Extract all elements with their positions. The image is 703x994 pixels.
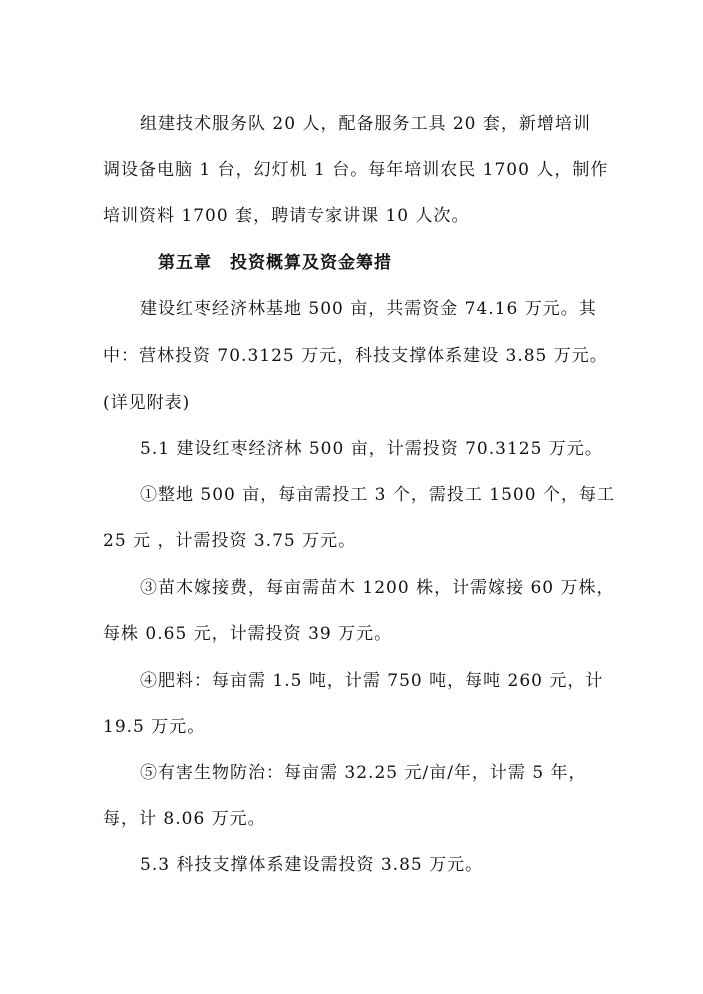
- paragraph-line: 调设备电脑 1 台，幻灯机 1 台。每年培训农民 1700 人，制作: [103, 160, 609, 180]
- list-item-line: 19.5 万元。: [103, 717, 206, 737]
- list-item-line: ①整地 500 亩，每亩需投工 3 个，需投工 1500 个，每工: [140, 485, 615, 505]
- list-item-line: 每株 0.65 元，计需投资 39 万元。: [103, 624, 393, 644]
- section-line: 5.3 科技支撑体系建设需投资 3.85 万元。: [140, 855, 484, 875]
- list-item-line: ⑤有害生物防治：每亩需 32.25 元/亩/年，计需 5 年，: [140, 763, 587, 783]
- list-item-line: 25 元 ，计需投资 3.75 万元。: [103, 531, 357, 551]
- section-line: 5.1 建设红枣经济林 500 亩，计需投资 70.3125 万元。: [140, 439, 603, 459]
- paragraph-line: 建设红枣经济林基地 500 亩，共需资金 74.16 万元。其: [140, 299, 597, 319]
- paragraph-line: 培训资料 1700 套，聘请专家讲课 10 人次。: [103, 206, 470, 226]
- list-item-line: ③苗木嫁接费，每亩需苗木 1200 株，计需嫁接 60 万株，: [140, 578, 615, 598]
- list-item-line: ④肥料：每亩需 1.5 吨，计需 750 吨，每吨 260 元，计: [140, 671, 604, 691]
- chapter-heading: 第五章 投资概算及资金筹措: [158, 253, 392, 273]
- list-item-line: 每，计 8.06 万元。: [103, 809, 266, 829]
- paragraph-line: 组建技术服务队 20 人，配备服务工具 20 套，新增培训: [140, 114, 591, 134]
- paragraph-line: (详见附表): [103, 393, 191, 413]
- paragraph-line: 中：营林投资 70.3125 万元，科技支撑体系建设 3.85 万元。: [103, 346, 608, 366]
